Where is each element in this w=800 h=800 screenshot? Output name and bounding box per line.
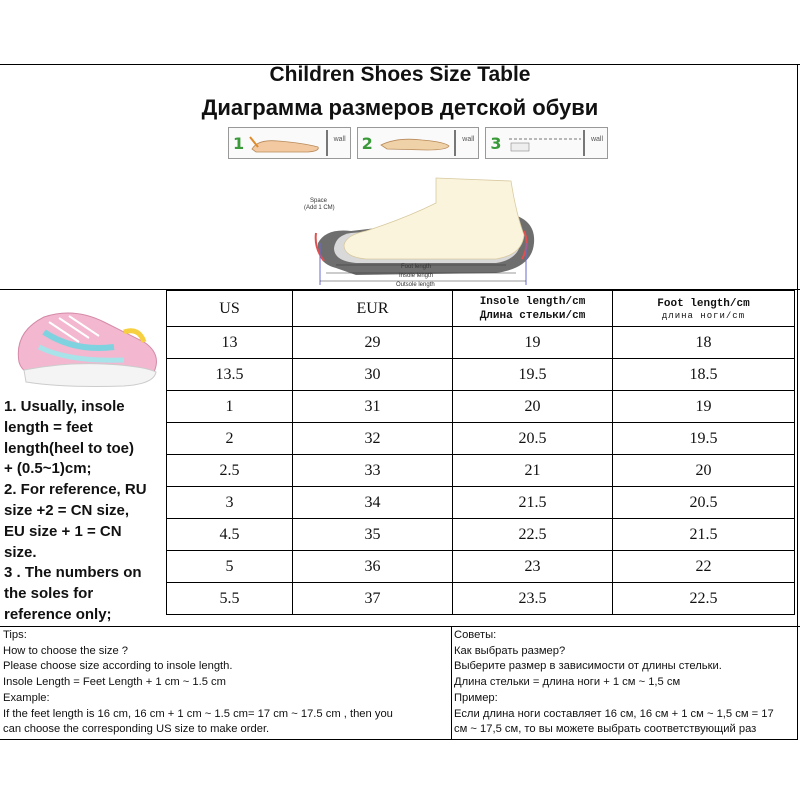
- step-number: 1: [233, 133, 245, 153]
- header-us: US: [167, 291, 293, 327]
- space-label: Space: [310, 198, 328, 204]
- cell-foot: 18: [613, 327, 795, 359]
- cell-us: 4.5: [167, 519, 293, 551]
- insole-length-label: Insole length: [399, 273, 434, 279]
- note-line: 3 . The numbers on: [4, 564, 142, 582]
- header-eur: EUR: [293, 291, 453, 327]
- cell-eur: 35: [293, 519, 453, 551]
- note-line: length(heel to toe): [4, 439, 134, 457]
- tip-line: If the feet length is 16 cm, 16 cm + 1 cm ~ 1.5 cm= 17 cm ~ 17.5 cm , then you: [3, 707, 393, 720]
- tip-line: Example:: [3, 691, 50, 704]
- tip-line: Советы:: [454, 629, 497, 641]
- cell-insole: 19.5: [453, 359, 613, 391]
- cell-insole: 21: [453, 455, 613, 487]
- cell-eur: 36: [293, 551, 453, 583]
- cell-eur: 31: [293, 391, 453, 423]
- cell-us: 13: [167, 327, 293, 359]
- note-line: + (0.5~1)cm;: [4, 460, 92, 478]
- cell-us: 5.5: [167, 583, 293, 615]
- tip-line: Если длина ноги составляет 16 см, 16 см + 1 см ~ 1,5 см = 17: [454, 707, 774, 720]
- step-number: 3: [490, 133, 502, 153]
- cell-us: 1: [167, 391, 293, 423]
- cell-insole: 22.5: [453, 519, 613, 551]
- note-line: size +2 = CN size,: [4, 501, 130, 519]
- cell-eur: 30: [293, 359, 453, 391]
- cell-foot: 22.5: [613, 583, 795, 615]
- cell-insole: 20.5: [453, 423, 613, 455]
- tip-line: Tips:: [3, 629, 27, 641]
- cell-eur: 32: [293, 423, 453, 455]
- cell-insole: 20: [453, 391, 613, 423]
- cell-foot: 21.5: [613, 519, 795, 551]
- tip-line: Выберите размер в зависимости от длины стельки.: [454, 660, 722, 673]
- header-foot-en: Foot length/cm: [657, 297, 750, 310]
- tip-line: Пример:: [454, 691, 498, 704]
- cell-insole: 19: [453, 327, 613, 359]
- cell-us: 2: [167, 423, 293, 455]
- cell-foot: 20.5: [613, 487, 795, 519]
- title-english: Children Shoes Size Table: [269, 63, 531, 86]
- foot-length-label: Foot length: [401, 264, 432, 270]
- cell-us: 5: [167, 551, 293, 583]
- tip-line: Как выбрать размер?: [454, 644, 566, 657]
- header-foot-ru: длина ноги/cm: [661, 310, 746, 321]
- cell-insole: 23.5: [453, 583, 613, 615]
- tip-line: Please choose size according to insole length.: [3, 660, 233, 673]
- tip-line: Длина стельки = длина ноги + 1 см ~ 1,5 см: [454, 676, 681, 689]
- tip-line: Insole Length = Feet Length + 1 cm ~ 1.5 cm: [3, 676, 226, 689]
- cell-foot: 22: [613, 551, 795, 583]
- title-russian: Диаграмма размеров детской обуви: [201, 95, 599, 120]
- tip-line: How to choose the size ?: [3, 644, 128, 657]
- wall-label: wall: [333, 136, 346, 143]
- note-line: 1. Usually, insole: [4, 398, 125, 415]
- tip-line: can choose the corresponding US size to make order.: [3, 723, 270, 736]
- wall-label: wall: [590, 136, 604, 143]
- cell-insole: 21.5: [453, 487, 613, 519]
- note-line: size.: [4, 543, 37, 561]
- tip-line: см ~ 17,5 см, то вы можете выбрать соответствующий раз: [454, 723, 757, 736]
- note-line: 2. For reference, RU: [4, 481, 147, 499]
- wall-label: wall: [462, 136, 475, 143]
- note-line: EU size + 1 = CN: [4, 522, 122, 540]
- note-line: the soles for: [4, 585, 94, 603]
- cell-us: 13.5: [167, 359, 293, 391]
- outsole-length-label: Outsole length: [396, 282, 435, 288]
- space-sub-label: (Add 1 CM): [304, 205, 335, 211]
- step-number: 2: [361, 133, 373, 153]
- cell-foot: 18.5: [613, 359, 795, 391]
- cell-us: 2.5: [167, 455, 293, 487]
- header-insole-en: Insole length/cm: [479, 295, 586, 308]
- cell-us: 3: [167, 487, 293, 519]
- cell-eur: 29: [293, 327, 453, 359]
- header-insole-ru: Длина стельки/cm: [479, 309, 586, 322]
- cell-foot: 19.5: [613, 423, 795, 455]
- cell-foot: 20: [613, 455, 795, 487]
- note-line: reference only;: [4, 605, 112, 623]
- outer-frame: [0, 64, 798, 740]
- cell-insole: 23: [453, 551, 613, 583]
- cell-foot: 19: [613, 391, 795, 423]
- cell-eur: 37: [293, 583, 453, 615]
- cell-eur: 33: [293, 455, 453, 487]
- cell-eur: 34: [293, 487, 453, 519]
- note-line: length = feet: [4, 418, 93, 436]
